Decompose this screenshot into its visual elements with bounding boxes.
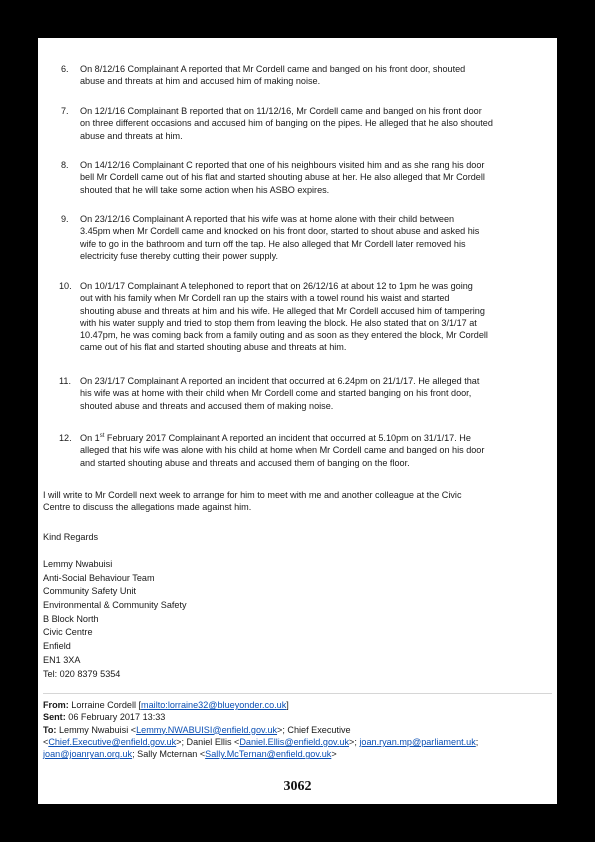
document-page [38, 38, 557, 804]
item-number: 7. [61, 106, 69, 116]
item-number: 6. [61, 64, 69, 74]
item-line: shouting abuse and threats at him and his wife. He alleged that Mr Cordell accused him of tampering [80, 305, 485, 316]
closing-paragraph: I will write to Mr Cordell next week to arrange for him to meet with me and another colleague at the Civic Centre to discuss the allegations made against him. [43, 490, 462, 513]
item-line: On 8/12/16 Complainant A reported that Mr Cordell came and banged on his front door, shouted [80, 64, 466, 74]
item-line: his wife was at home with their child when Mr Cordell come and started banging on his front door, [80, 388, 472, 399]
item-line: On 1st February 2017 Complainant A reported an incident that occurred at 5.10pm on 31/1/17. He [80, 432, 471, 443]
item-text [80, 432, 550, 469]
signature-line: EN1 3XA [43, 654, 81, 665]
from-email-link[interactable]: mailto:lorraine32@blueyonder.co.uk [141, 700, 287, 710]
email-sent-line: Sent: 06 February 2017 13:33 [43, 712, 166, 723]
item-line: shouted that he will take some action when his ASBO expires. [80, 184, 330, 195]
email-header [43, 699, 555, 760]
recipient-link[interactable]: joan@joanryan.org.uk [43, 749, 133, 760]
item-line: on three different occasions and accused him of banging on the pipes. He alleged that he also shouted [80, 118, 493, 129]
recipient-link[interactable]: Daniel.Ellis@enfield.gov.uk [239, 736, 350, 747]
item-line: alleged that his wife was alone with his child at home when Mr Cordell came and banged on his door [80, 445, 485, 456]
item-number: 10. [59, 281, 72, 291]
regards-line: Kind Regards [43, 532, 99, 542]
page-number: 3062 [283, 779, 312, 794]
signature-line: Community Safety Unit [43, 586, 136, 597]
item-line: abuse and threats at him. [80, 130, 183, 141]
item-line: On 10/1/17 Complainant A telephoned to report that on 26/12/16 at about 12 to 1pm he was going [80, 281, 473, 291]
recipient-link[interactable]: Sally.McTernan@enfield.gov.uk [205, 749, 332, 760]
recipient-link[interactable]: Lemmy.NWABUISI@enfield.gov.uk [136, 724, 278, 735]
signature-line: Lemmy Nwabuisi [43, 559, 113, 569]
item-text [80, 375, 550, 412]
item-text [80, 159, 550, 196]
signature-line: Tel: 020 8379 5354 [43, 668, 121, 679]
item-line: On 23/12/16 Complainant A reported that his wife was at home alone with their child between [80, 214, 455, 224]
item-line: On 14/12/16 Complainant C reported that one of his neighbours visited him and as she rang his door [80, 160, 485, 170]
item-line: 3.45pm when Mr Cordell came and knocked on his front door, started to shout abuse and asked his [80, 226, 480, 237]
recipient-link[interactable]: Chief.Executive@enfield.gov.uk [48, 736, 177, 747]
signature-line: Enfield [43, 641, 71, 652]
item-line: electricity fuse thereby cutting their power supply. [80, 250, 278, 261]
divider [43, 693, 552, 694]
signature-block [43, 558, 343, 681]
item-line: On 23/1/17 Complainant A reported an incident that occurred at 6.24pm on 21/1/17. He alleged that [80, 376, 480, 386]
email-from-line: From: Lorraine Cordell [mailto:lorraine32@blueyonder.co.uk] [43, 700, 289, 710]
signature-line: B Block North [43, 613, 99, 624]
item-number: 8. [61, 160, 69, 170]
email-to-line: To: Lemmy Nwabuisi <Lemmy.NWABUISI@enfield.gov.uk>; Chief Executive [43, 724, 351, 735]
item-text [80, 213, 550, 262]
item-line: shouted abuse and threats and accused them of making noise. [80, 400, 334, 411]
item-line: abuse and threats at him and accused him of making noise. [80, 76, 321, 87]
email-to-line: joan@joanryan.org.uk; Sally Mcternan <Sally.McTernan@enfield.gov.uk> [43, 749, 337, 760]
email-to-line: <Chief.Executive@enfield.gov.uk>; Daniel Ellis <Daniel.Ellis@enfield.gov.uk>; joan.ryan.mp@parliament.uk; [43, 736, 479, 747]
item-line: bell Mr Cordell came out of his flat and started shouting abuse at her. He also alleged that Mr Cordell [80, 172, 485, 183]
item-line: and started shouting abuse and threats and accused them of banging on the floor. [80, 457, 410, 468]
recipient-link[interactable]: joan.ryan.mp@parliament.uk [359, 736, 476, 747]
item-line: with his water supply and tried to stop them from leaving the block. He also stated that on 3/1/17 at [80, 317, 477, 328]
item-line: wife to go in the bathroom and turn off the tap. He also alleged that Mr Cordell later removed his [80, 238, 466, 249]
item-line: came out of his flat and started shouting abuse and threats at him. [80, 342, 347, 353]
signature-line: Environmental & Community Safety [43, 600, 187, 611]
item-number: 11. [59, 376, 71, 386]
item-number: 9. [61, 214, 69, 224]
item-line: out with his family when Mr Cordell ran up the stairs with a towel round his waist and started [80, 293, 450, 304]
item-line: On 12/1/16 Complainant B reported that on 11/12/16, Mr Cordell came and banged on his front door [80, 106, 482, 116]
item-text [80, 63, 550, 88]
signature-line: Anti-Social Behaviour Team [43, 572, 155, 583]
item-text [80, 105, 550, 142]
item-line: 10.47pm, he was coming back from a family outing and as soon as they entered the block, Mr Cordell [80, 330, 488, 341]
item-text [80, 280, 550, 354]
item-number: 12. [59, 433, 72, 443]
signature-line: Civic Centre [43, 627, 93, 638]
